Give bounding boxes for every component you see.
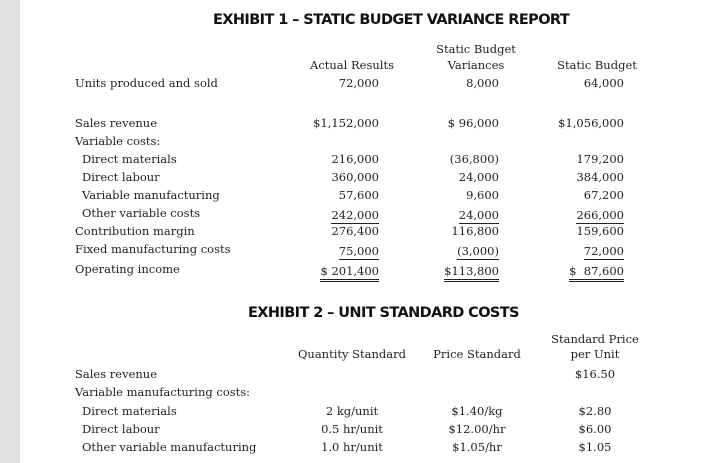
e2-row-std-direct-labour: $6.00 [578, 422, 612, 436]
row-variance-fixed-manufacturing-costs: (3,000) [457, 244, 499, 258]
document-page [20, 0, 711, 463]
exhibit1-header-budget: Static Budget [557, 58, 637, 72]
exhibit2-title: EXHIBIT 2 – UNIT STANDARD COSTS [248, 305, 519, 321]
e2-row-price-direct-materials: $1.40/kg [451, 404, 503, 418]
row-budget-contribution-margin: 159,600 [576, 224, 624, 238]
units-label: Units produced and sold [75, 76, 218, 90]
e2-row-label-direct-materials: Direct materials [82, 404, 177, 418]
exhibit2-header-quantity: Quantity Standard [297, 347, 406, 361]
row-label-other-variable-costs: Other variable costs [82, 206, 201, 220]
page-edge [0, 0, 20, 463]
row-variance-variable-manufacturing: 9,600 [466, 188, 499, 202]
exhibit1-title: EXHIBIT 1 – STATIC BUDGET VARIANCE REPORT [213, 12, 570, 28]
row-budget-direct-labour: 384,000 [576, 170, 624, 184]
row-label-fixed-manufacturing-costs: Fixed manufacturing costs [75, 242, 231, 256]
e2-row-std-sales-revenue: $16.50 [574, 367, 616, 381]
row-variance-direct-labour: 24,000 [458, 170, 499, 184]
row-budget-variable-manufacturing: 67,200 [583, 188, 624, 202]
row-actual-sales-revenue: $1,152,000 [313, 116, 379, 130]
e2-row-quantity-direct-labour: 0.5 hr/unit [321, 422, 383, 436]
e2-row-std-direct-materials: $2.80 [578, 404, 612, 418]
row-actual-contribution-margin: 276,400 [331, 224, 379, 238]
exhibit2-header-standard-line2: per Unit [570, 347, 620, 361]
row-budget-direct-materials: 179,200 [576, 152, 624, 166]
row-budget-operating-income: $ 87,600 [569, 264, 624, 282]
row-actual-direct-materials: 216,000 [331, 152, 379, 166]
row-label-operating-income: Operating income [75, 262, 180, 276]
row-label-variable-manufacturing: Variable manufacturing [82, 188, 220, 202]
exhibit1-header-variances-line2: Variances [447, 58, 505, 72]
row-actual-variable-manufacturing: 57,600 [338, 188, 379, 202]
row-variance-sales-revenue: $ 96,000 [447, 116, 499, 130]
e2-row-label-direct-labour: Direct labour [82, 422, 160, 436]
row-budget-sales-revenue: $1,056,000 [558, 116, 624, 130]
e2-row-label-variable-manufacturing-costs: Variable manufacturing costs: [75, 385, 251, 399]
units-variance: 8,000 [466, 76, 499, 90]
row-budget-fixed-manufacturing-costs: 72,000 [583, 244, 624, 258]
row-label-contribution-margin: Contribution margin [75, 224, 195, 238]
row-label-direct-labour: Direct labour [82, 170, 160, 184]
e2-row-quantity-direct-materials: 2 kg/unit [325, 404, 379, 418]
e2-row-label-other-variable-manufacturing: Other variable manufacturing [82, 440, 257, 454]
exhibit1-header-variances-line1: Static Budget [436, 42, 516, 56]
exhibit2-header-standard-line1: Standard Price [551, 332, 639, 346]
row-label-variable-costs: Variable costs: [75, 134, 161, 148]
e2-row-price-other-variable-manufacturing: $1.05/hr [452, 440, 502, 454]
units-budget: 64,000 [583, 76, 624, 90]
e2-row-price-direct-labour: $12.00/hr [448, 422, 506, 436]
row-variance-contribution-margin: 116,800 [451, 224, 499, 238]
row-variance-other-variable-costs: 24,000 [458, 208, 499, 222]
row-actual-operating-income: $ 201,400 [320, 264, 379, 282]
e2-row-quantity-other-variable-manufacturing: 1.0 hr/unit [321, 440, 383, 454]
row-actual-fixed-manufacturing-costs: 75,000 [338, 244, 379, 258]
row-variance-direct-materials: (36,800) [449, 152, 499, 166]
row-variance-operating-income: $113,800 [444, 264, 499, 282]
row-budget-other-variable-costs: 266,000 [576, 208, 624, 222]
row-label-sales-revenue: Sales revenue [75, 116, 157, 130]
units-actual: 72,000 [338, 76, 379, 90]
row-actual-direct-labour: 360,000 [331, 170, 379, 184]
e2-row-label-sales-revenue: Sales revenue [75, 367, 157, 381]
row-label-direct-materials: Direct materials [82, 152, 177, 166]
exhibit2-header-price: Price Standard [433, 347, 521, 361]
e2-row-std-other-variable-manufacturing: $1.05 [578, 440, 612, 454]
row-actual-other-variable-costs: 242,000 [331, 208, 379, 222]
exhibit1-header-actual: Actual Results [310, 58, 394, 72]
